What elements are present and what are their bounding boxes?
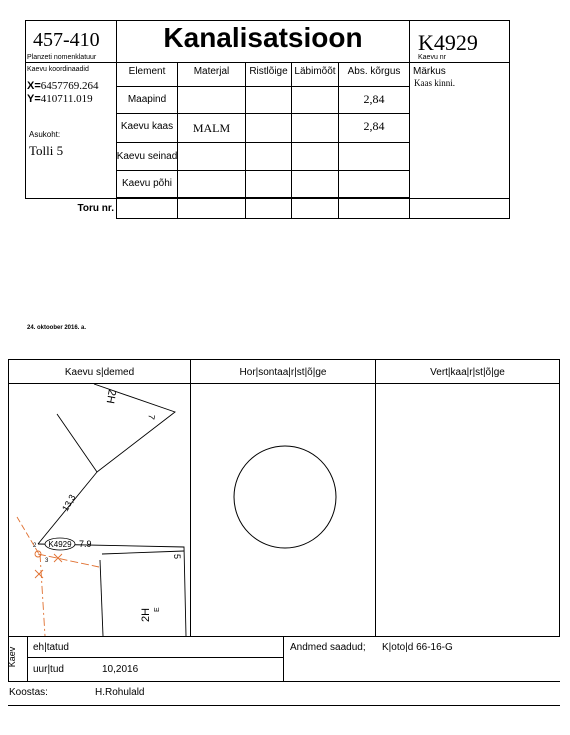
measured-label: uur|tud: [33, 664, 64, 675]
connections-sketch: [9, 384, 190, 636]
label-2h-bottom: 2H: [140, 607, 152, 622]
building-outline-bottom: [38, 544, 186, 636]
label-13-3: 13,3: [60, 492, 78, 513]
building-wall: [100, 560, 103, 636]
header-material: Materjal: [193, 66, 230, 77]
section-connections: Kaevu s|demed: [64, 367, 135, 378]
author-label: Koostas:: [9, 687, 48, 698]
row-korgus: 2,84: [363, 92, 385, 106]
source-value: K|oto|d 66-16-G: [382, 642, 453, 653]
coord-y-value: 410711.019: [40, 93, 93, 105]
label-3: 3: [45, 558, 49, 564]
measured-date: 10,2016: [102, 664, 139, 675]
well-label: K4929: [48, 540, 72, 549]
header-labimoot: Läbimõõt: [294, 66, 336, 77]
coord-x: [27, 80, 99, 92]
well-id: K4929: [418, 30, 478, 55]
label-2: 2: [33, 543, 37, 549]
location-label: Asukoht:: [29, 130, 61, 139]
row-korgus: 2,84: [363, 119, 385, 133]
section-vertical: Vert|kaa|r|st|õ|ge: [430, 367, 505, 378]
row-element: Kaevu seinad: [116, 151, 178, 162]
utility-line-vertical: [40, 554, 45, 636]
building-edge: [102, 551, 184, 554]
coords-caption: Kaevu koordinaadid: [27, 66, 89, 73]
author-value: H.Rohulald: [95, 687, 145, 698]
location-value: Tolli 5: [29, 143, 64, 158]
sheet-caption: Planzeti nomenklatuur: [27, 54, 97, 61]
label-2h-top: 2H: [103, 388, 118, 405]
horizontal-section-drawing: [191, 384, 375, 636]
source-label: Andmed saadud;: [290, 642, 366, 653]
pipe-label: Toru nr.: [77, 203, 114, 214]
document-date: 24. oktoober 2016. a.: [27, 325, 87, 331]
page-title: Kanalisatsioon: [163, 22, 363, 53]
header-ristloige: Ristlõige: [249, 66, 288, 77]
header-korgus: Abs. kõrgus: [347, 66, 401, 77]
side-label: Kaev: [7, 646, 17, 668]
well-id-caption: Kaevu nr: [418, 54, 447, 61]
coord-x-value: 6457769.264: [40, 80, 99, 92]
row-material: MALM: [192, 121, 231, 135]
coord-y-label: Y=: [27, 93, 41, 105]
row-element: Maapind: [127, 94, 167, 105]
header-element: Element: [128, 66, 166, 77]
label-7: 7: [146, 413, 157, 421]
sheet-number: 457-410: [33, 29, 100, 51]
section-horizontal: Hor|sontaa|r|st|õ|ge: [239, 367, 327, 378]
row-element: Kaevu kaas: [120, 121, 174, 132]
remarks-value: Kaas kinni.: [414, 78, 455, 88]
row-element: Kaevu põhi: [121, 178, 173, 189]
well-circle: [234, 446, 336, 548]
coord-y: [27, 93, 93, 105]
coord-x-label: X=: [27, 80, 41, 92]
made-label: eh|tatud: [33, 642, 69, 653]
label-e: E: [154, 607, 161, 612]
label-5: 5: [172, 554, 182, 560]
remarks-header: Märkus: [413, 66, 446, 77]
label-7-9: 7.9: [79, 539, 92, 549]
